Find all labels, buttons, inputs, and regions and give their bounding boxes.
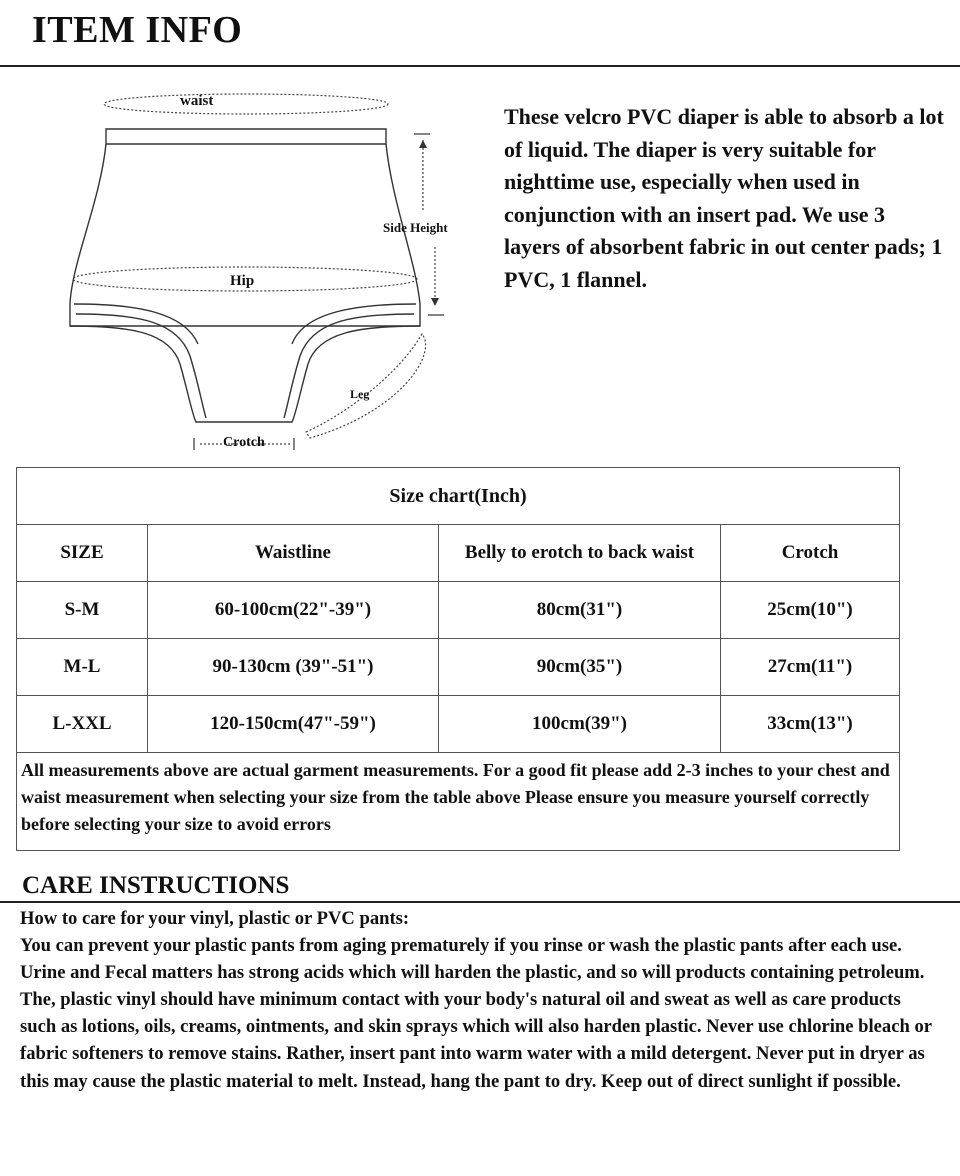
size-cell: M-L — [17, 639, 148, 696]
item-info-title: ITEM INFO — [32, 9, 243, 51]
column-header-crotch: Crotch — [721, 525, 900, 582]
size-chart-table — [16, 467, 900, 851]
item-info-divider — [0, 65, 960, 67]
waistline-cell: 90-130cm (39"-51") — [148, 639, 439, 696]
crotch-label: Crotch — [223, 435, 265, 450]
leg-measure-line — [306, 334, 426, 438]
crotch-cell: 27cm(11") — [721, 639, 900, 696]
side-height-label: Side Height — [383, 220, 448, 235]
waistline-cell: 120-150cm(47"-59") — [148, 696, 439, 753]
table-row — [17, 639, 900, 696]
crotch-cell: 33cm(13") — [721, 696, 900, 753]
care-instructions-title: CARE INSTRUCTIONS — [22, 872, 290, 899]
column-header-size: SIZE — [17, 525, 148, 582]
care-body: You can prevent your plastic pants from aging prematurely if you rinse or wash the plastic pants after each use. Urine and Fecal matters has strong acids which will harden the plastic, and so will products containing petroleum. The, plastic vinyl should have minimum contact with your body's natural oil and sweat as well as care products such as lotions, oils, creams, ointments, and skin sprays which will also harden plastic. Never use chlorine bleach or fabric softeners to remove stains. Rather, insert pant into warm water with a mild detergent. Never put in dryer as this may cause the plastic material to melt. Instead, hang the pant to dry. Keep out of direct sunlight if possible. — [20, 935, 932, 1092]
length-cell: 100cm(39") — [439, 696, 721, 753]
waist-label: waist — [180, 93, 214, 109]
care-instructions-text — [20, 905, 940, 1095]
product-description: These velcro PVC diaper is able to absorb a lot of liquid. The diaper is very suitable for nighttime use, especially when used in conjunction with an insert pad. We use 3 layers of absorbent fabric in out center pads; 1 PVC, 1 flannel. — [504, 104, 944, 292]
size-cell: S-M — [17, 582, 148, 639]
leg-label: Leg — [350, 387, 370, 401]
hip-label: Hip — [230, 273, 255, 289]
column-header-waistline: Waistline — [148, 525, 439, 582]
length-cell: 80cm(31") — [439, 582, 721, 639]
waist-measure-line — [104, 94, 388, 114]
crotch-cell: 25cm(10") — [721, 582, 900, 639]
care-divider — [0, 901, 960, 903]
length-cell: 90cm(35") — [439, 639, 721, 696]
waistline-cell: 60-100cm(22"-39") — [148, 582, 439, 639]
care-intro: How to care for your vinyl, plastic or PVC pants: — [20, 908, 410, 929]
column-header-length: Belly to erotch to back waist — [439, 525, 721, 582]
size-chart-note: All measurements above are actual garment measurements. For a good fit please add 2-3 inches to your chest and waist measurement when selecting your size from the table above Please ensure you measure yourself correctly before selecting your size to avoid errors — [17, 753, 900, 851]
table-row — [17, 582, 900, 639]
size-chart-title: Size chart(Inch) — [17, 468, 900, 525]
size-cell: L-XXL — [17, 696, 148, 753]
table-row — [17, 696, 900, 753]
diaper-measurement-diagram — [60, 82, 480, 462]
